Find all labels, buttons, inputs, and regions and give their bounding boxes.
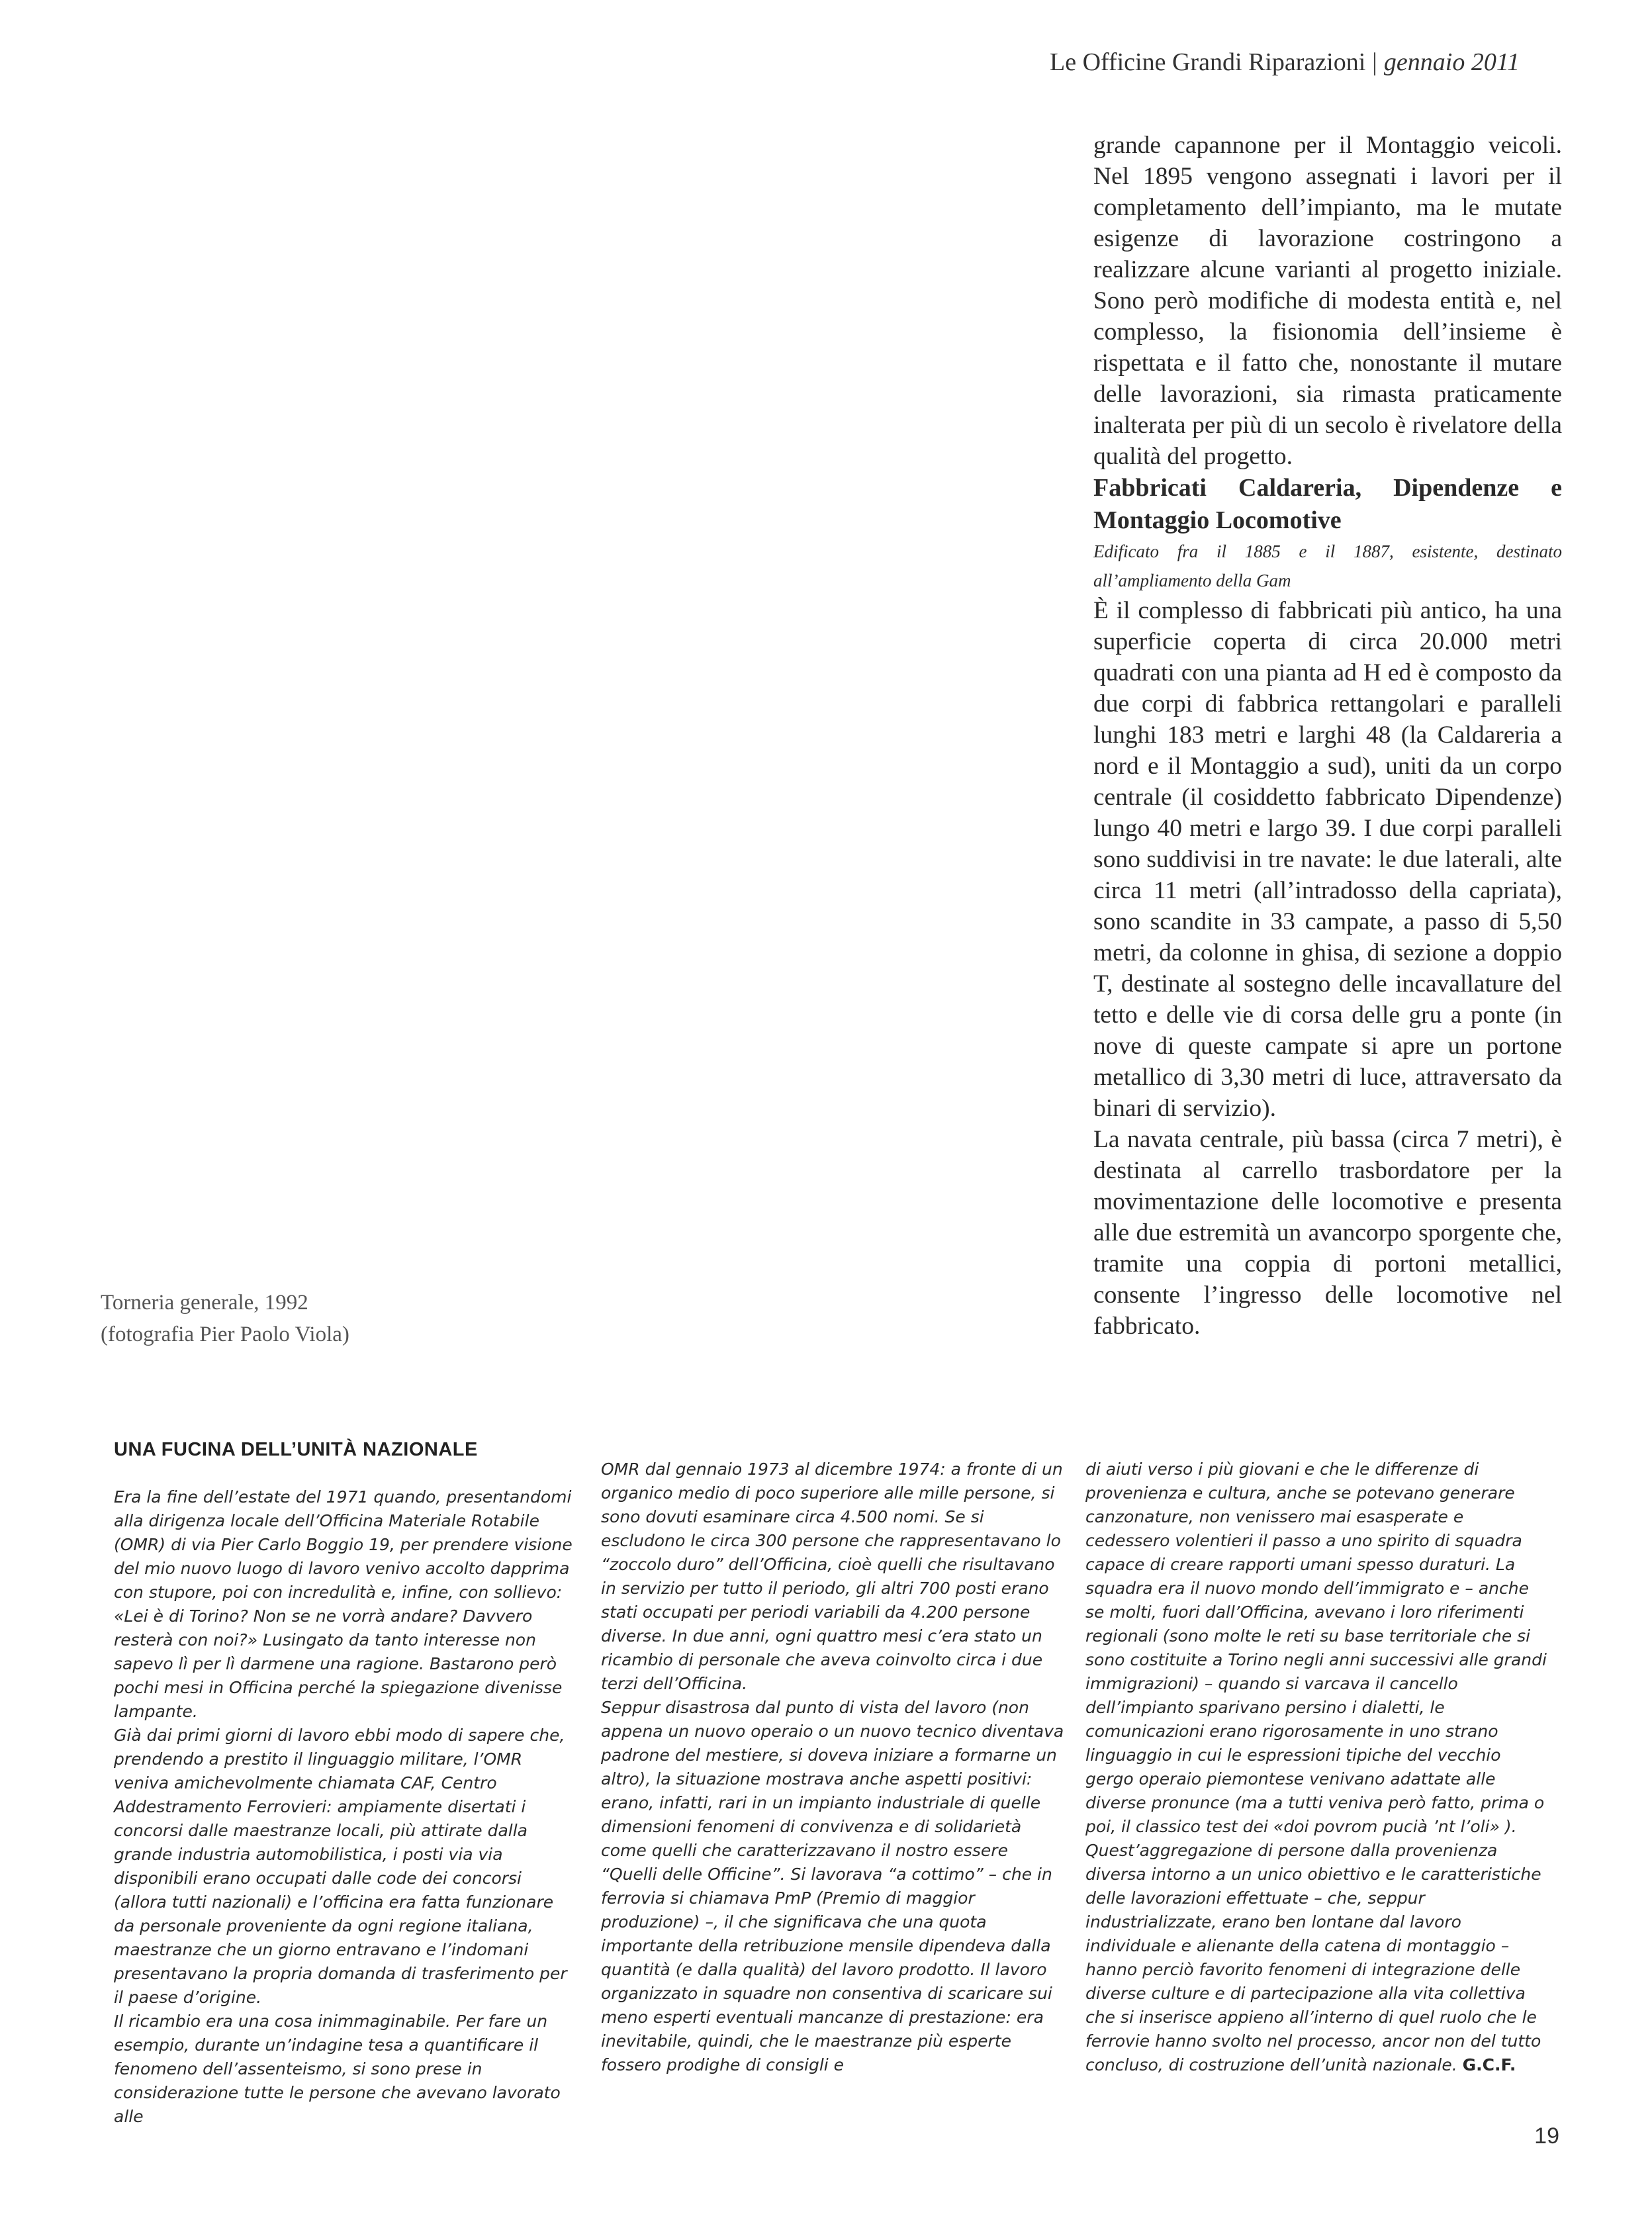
article-column <box>1093 130 1562 1342</box>
sidebar-paragraph <box>1085 1839 1549 2077</box>
issue-date: gennaio 2011 <box>1383 48 1520 76</box>
sidebar-paragraph: di aiuti verso i più giovani e che le differenze di provenienza e cultura, anche se potevano generare canzonature, non venissero mai esasperate e cedessero volentieri il passo a uno spirito di squadra capace di creare rapporti umani spesso duraturi. La squadra era il nuovo mondo dell’immigrato e – anche se molti, fuori dall’Officina, avevano i loro riferimenti regionali (sono molte le reti su base territoriale che si sono costituite a Torino negli anni successivi alle grandi immigrazioni) – quando si varcava il cancello dell’impianto sparivano persino i dialetti, le comunicazioni erano rigorosamente in uno strano linguaggio in cui le espressioni tipiche del vecchio gergo operaio piemontese venivano adattate alle diverse pronunce (ma a tutti veniva però fatto, prima o poi, il classico test dei «doi povrom pucià ’nt l’oli» ). <box>1085 1460 1547 1836</box>
running-header <box>1050 48 1520 77</box>
section-paragraph: La navata centrale, più bassa (circa 7 metri), è destinata al carrello trasbordatore per la movimentazione delle locomotive e presenta alle due estremità un avancorpo sporgente che, tramite una coppia di portoni metallici, consente l’ingresso delle locomotive nel fabbricato. <box>1093 1126 1562 1340</box>
page-number: 19 <box>1534 2123 1559 2149</box>
sidebar-paragraph: Era la fine dell’estate del 1971 quando, presentandomi alla dirigenza locale dell’Officina Materiale Rotabile (OMR) di via Pier Carlo Boggio 19, per prendere visione del mio nuovo luogo di lavoro venivo accolto dapprima con stupore, poi con incredulità e, infine, con sollievo: «Lei è di Torino? Non se ne vorrà andare? Davvero resterà con noi?» Lusingato da tanto interesse non sapevo lì per lì darmene una ragione. Bastarono però pochi mesi in Officina perché la spiegazione divenisse lampante. <box>114 1487 573 1721</box>
header-separator: | <box>1372 48 1377 76</box>
publication-title: Le Officine Grandi Riparazioni <box>1049 48 1366 76</box>
caption-credit: (fotografia Pier Paolo Viola) <box>101 1323 349 1346</box>
sidebar-column-2 <box>601 1458 1064 2077</box>
author-signature: G.C.F. <box>1462 2055 1516 2074</box>
sidebar-column-3 <box>1085 1458 1549 2077</box>
article-intro-paragraph: grande capannone per il Montaggio veicoli. Nel 1895 vengono assegnati i lavori per il completamento dell’impianto, ma le mutate esigenze di lavorazione costringono a realizzare alcune varianti al progetto iniziale. Sono però modifiche di modesta entità e, nel complesso, la fisionomia dell’insieme è rispettata e il fatto che, nonostante il mutare delle lavorazioni, sia rimasta praticamente inalterata per più di un secolo è rivelatore della qualità del progetto. <box>1093 132 1562 470</box>
sidebar-paragraph: Già dai primi giorni di lavoro ebbi modo di sapere che, prendendo a prestito il linguaggio militare, l’OMR veniva amichevolmente chiamata CAF, Centro Addestramento Ferrovieri: ampiamente disertati i concorsi dalle maestranze locali, più attirate dalla grande industria automobilistica, i posti via via disponibili erano occupati dalle code dei concorsi (allora tutti nazionali) e l’officina era fatta funzionare da personale proveniente da ogni regione italiana, maestranze che un giorno entravano e l’indomani presentavano la propria domanda di trasferimento per il paese d’origine. <box>114 1726 567 2007</box>
sidebar-column-1 <box>114 1485 577 2129</box>
section-paragraph: È il complesso di fabbricati più antico, ha una superficie coperta di circa 20.000 metri quadrati con una pianta ad H ed è composto da due corpi di fabbrica rettangolari e paralleli lunghi 183 metri e larghi 48 (la Caldareria a nord e il Montaggio a sud), uniti da un corpo centrale (il cosiddetto fabbricato Dipendenze) lungo 40 metri e largo 39. I due corpi paralleli sono suddivisi in tre navate: le due laterali, alte circa 11 metri (all’intradosso della capriata), sono scandite in 33 campate, a passo di 5,50 metri, da colonne in ghisa, di sezione a doppio T, destinate al sostegno delle incavallature del tetto e delle vie di corsa delle gru a ponte (in nove di queste campate si apre un portone metallico di 3,30 metri di luce, attraversato da binari di servizio). <box>1093 597 1562 1122</box>
sidebar-paragraph-text: Quest’aggregazione di persone dalla provenienza diversa intorno a un unico obiettivo e le caratteristiche delle lavorazioni effettuate – che, seppur industrializzate, erano ben lontane dal lavoro individuale e alienante della catena di montaggio – hanno perciò favorito fenomeni di integrazione delle diverse culture e di partecipazione alla vita collettiva che si inserisce appieno all’interno di quel ruolo che le ferrovie hanno svolto nel processo, ancor non del tutto concluso, di costruzione dell’unità nazionale. <box>1085 1841 1541 2074</box>
photo-caption <box>101 1287 349 1350</box>
caption-title: Torneria generale, 1992 <box>101 1291 308 1315</box>
section-subtitle: Edificato fra il 1885 e il 1887, esistente, destinato all’ampliamento della Gam <box>1093 541 1562 590</box>
sidebar-paragraph: Il ricambio era una cosa inimmaginabile. Per fare un esempio, durante un’indagine tesa a quantificare il fenomeno dell’assenteismo, si sono prese in considerazione tutte le persone che avevano lavorato alle <box>114 2012 561 2126</box>
sidebar-title: UNA FUCINA DELL’UNITÀ NAZIONALE <box>114 1439 478 1460</box>
section-title: Fabbricati Caldareria, Dipendenze e Montaggio Locomotive <box>1093 474 1562 534</box>
sidebar-paragraph: OMR dal gennaio 1973 al dicembre 1974: a fronte di un organico medio di poco superiore alle mille persone, si sono dovuti esaminare circa 4.500 nomi. Se si escludono le circa 300 persone che rappresentavano lo “zoccolo duro” dell’Officina, cioè quelli che risultavano in servizio per tutto il periodo, gli altri 700 posti erano stati occupati per periodi variabili da 4.200 persone diverse. In due anni, ogni quattro mesi c’era stato un ricambio di personale che aveva coinvolto circa i due terzi dell’Officina. <box>601 1460 1063 1693</box>
sidebar-paragraph: Seppur disastrosa dal punto di vista del lavoro (non appena un nuovo operaio o un nuovo tecnico diventava padrone del mestiere, si doveva iniziare a formarne un altro), la situazione mostrava anche aspetti positivi: erano, infatti, rari in un impianto industriale di quelle dimensioni fenomeni di convivenza e di solidarietà come quelli che caratterizzavano il nostro essere “Quelli delle Officine”. Si lavorava “a cottimo” – che in ferrovia si chiamava PmP (Premio di maggior produzione) –, il che significava che una quota importante della retribuzione mensile dipendeva dalla quantità (e dalla qualità) del lavoro prodotto. Il lavoro organizzato in squadre non consentiva di scaricare sui meno esperti eventuali mancanze di prestazione: era inevitabile, quindi, che le maestranze più esperte fossero prodighe di consigli e <box>601 1698 1064 2074</box>
